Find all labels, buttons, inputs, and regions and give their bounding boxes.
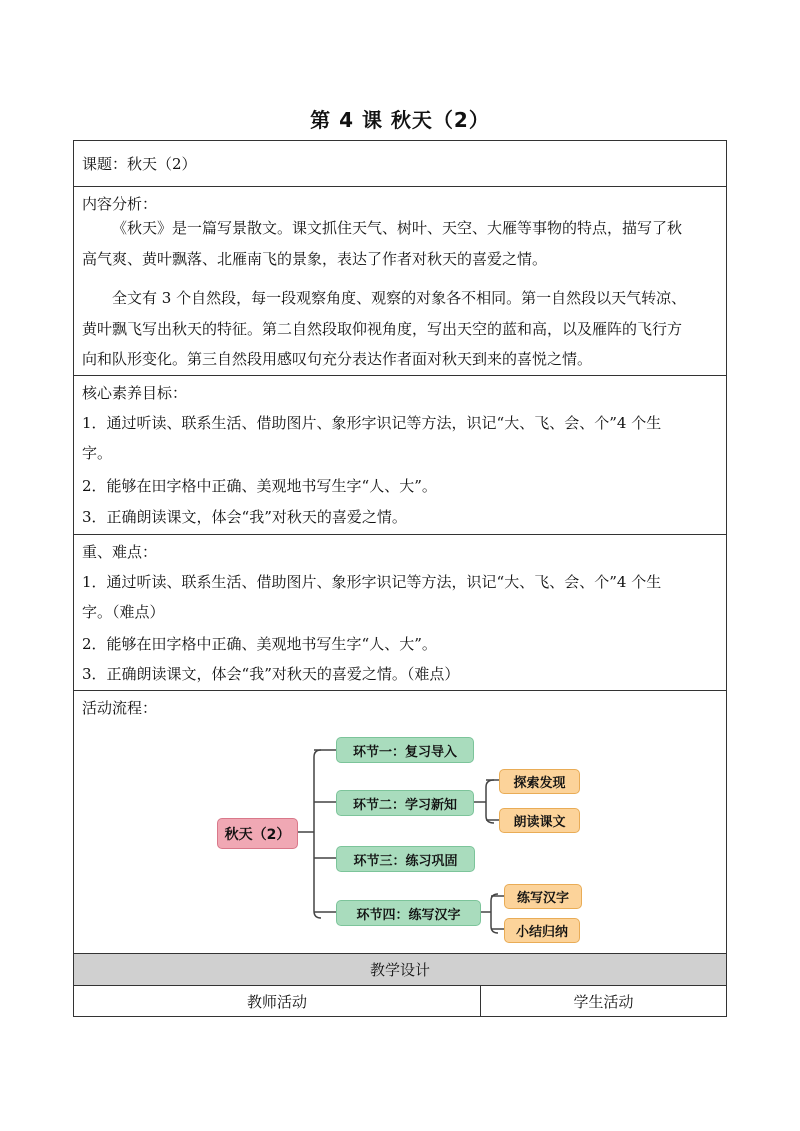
mindmap-step-4-sub-2: 小结归纳 (504, 918, 580, 943)
key-point-2: 2．能够在田字格中正确、美观地书写生字“人、大”。 (82, 635, 437, 653)
activity-row (74, 691, 726, 954)
activity-columns-header (74, 986, 726, 1017)
content-analysis-row (74, 187, 726, 376)
key-points-row (74, 535, 726, 691)
teaching-design-title: 教学设计 (369, 961, 430, 979)
content-analysis-p2-line2: 黄叶飘飞写出秋天的特征。第二自然段取仰视角度，写出天空的蓝和高，以及雁阵的飞行方 (82, 320, 683, 338)
step2-bracket (486, 780, 494, 823)
activity-heading: 活动流程： (82, 699, 158, 717)
mindmap-step-4-sub-1: 练写汉字 (504, 884, 582, 909)
column-divider (480, 986, 481, 1017)
key-point-1-line1: 1．通过听读、联系生活、借助图片、象形字识记等方法，识记“大、飞、会、个”4 个生 (82, 573, 662, 591)
teacher-activity-header: 教师活动 (246, 993, 307, 1011)
core-goal-2: 2．能够在田字格中正确、美观地书写生字“人、大”。 (82, 477, 437, 495)
key-point-1-line2: 字。（难点） (82, 603, 165, 621)
core-goals-heading: 核心素养目标： (82, 384, 188, 402)
key-point-3: 3．正确朗读课文，体会“我”对秋天的喜爱之情。（难点） (82, 665, 460, 683)
content-analysis-p1-line2: 高气爽、黄叶飘落、北雁南飞的景象，表达了作者对秋天的喜爱之情。 (82, 250, 548, 268)
topic-text: 课题：秋天（2） (82, 155, 197, 173)
step4-bracket (491, 894, 498, 933)
mindmap-step-3: 环节三：练习巩固 (336, 846, 475, 872)
core-goal-3: 3．正确朗读课文，体会“我”对秋天的喜爱之情。 (82, 508, 407, 526)
mindmap-step-2-sub-2: 朗读课文 (499, 808, 580, 833)
mindmap-step-2: 环节二：学习新知 (336, 790, 474, 816)
mindmap-step-2-sub-1: 探索发现 (499, 769, 580, 794)
topic-row (74, 141, 726, 187)
lesson-title: 第 4 课 秋天（2） (310, 108, 490, 132)
mindmap-root: 秋天（2） (217, 818, 298, 849)
lesson-table (73, 140, 727, 1017)
student-activity-header: 学生活动 (573, 993, 634, 1011)
content-analysis-p2-line1: 全文有 3 个自然段，每一段观察角度、观察的对象各不相同。第一自然段以天气转凉、 (112, 289, 687, 307)
mindmap-step-1: 环节一：复习导入 (336, 737, 474, 763)
content-analysis-p2-line3: 向和队形变化。第三自然段用感叹句充分表达作者面对秋天到来的喜悦之情。 (82, 350, 593, 368)
teaching-design-header (74, 954, 726, 986)
content-analysis-p1-line1: 《秋天》是一篇写景散文。课文抓住天气、树叶、天空、大雁等事物的特点，描写了秋 (112, 219, 683, 237)
core-goal-1-line2: 字。 (82, 444, 113, 462)
mindmap-step-4: 环节四：练写汉字 (336, 900, 481, 926)
main-bracket (314, 750, 321, 918)
core-goals-row (74, 376, 726, 535)
core-goal-1-line1: 1．通过听读、联系生活、借助图片、象形字识记等方法，识记“大、飞、会、个”4 个生 (82, 414, 662, 432)
key-points-heading: 重、难点： (82, 543, 158, 561)
content-analysis-heading: 内容分析： (82, 195, 158, 213)
